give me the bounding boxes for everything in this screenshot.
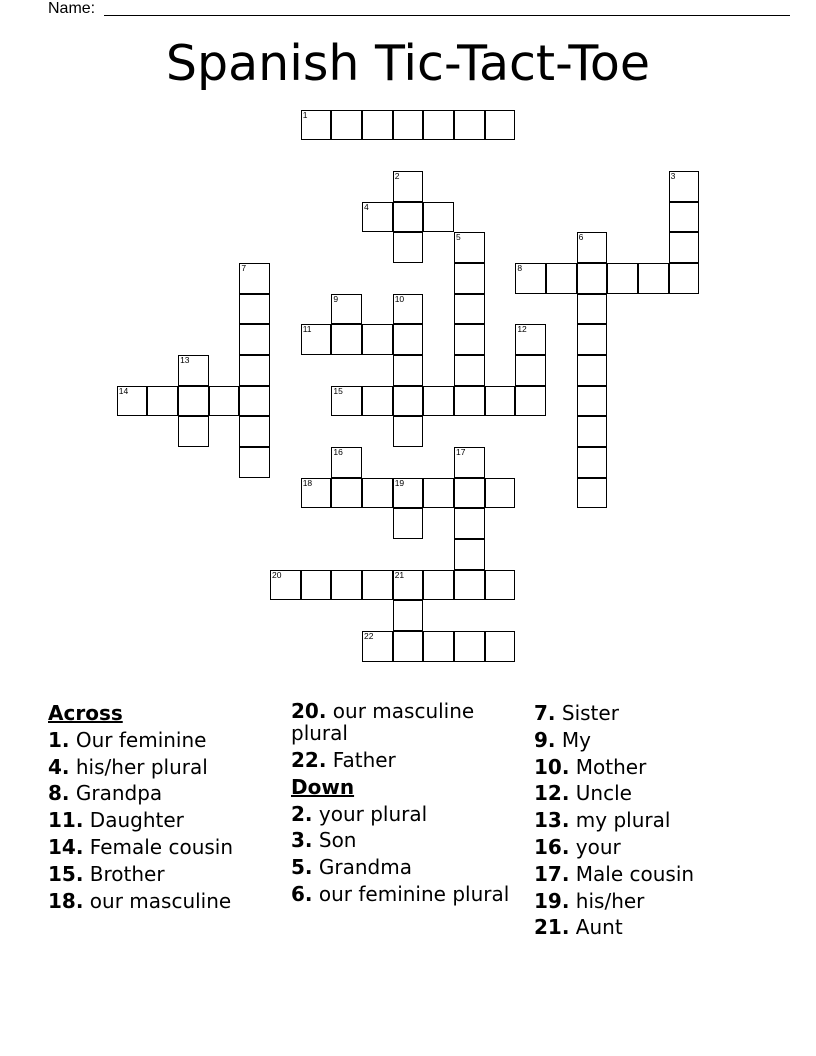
clue-across-4: 4. his/her plural [48,754,208,779]
grid-cell[interactable] [393,294,424,325]
grid-cell[interactable] [423,202,454,233]
grid-cell[interactable] [178,355,209,386]
grid-cell[interactable] [577,263,608,294]
clue-number: 9 [333,293,339,304]
grid-cell[interactable] [485,631,516,662]
grid-cell[interactable] [239,416,270,447]
clue-across-22: 22. Father [291,748,396,772]
grid-cell[interactable] [454,508,485,539]
grid-cell[interactable] [331,110,362,141]
clues-column-1 [48,700,283,914]
clue-number: 3 [670,171,676,182]
grid-cell[interactable] [515,324,546,355]
grid-cell[interactable] [454,478,485,509]
grid-cell[interactable] [423,110,454,141]
grid-cell[interactable] [577,416,608,447]
grid-cell[interactable] [331,386,362,417]
grid-cell[interactable] [362,631,393,662]
clue-across-11: 11. Daughter [48,808,184,833]
grid-cell[interactable] [515,355,546,386]
clue-across-1: 1. Our feminine [48,727,207,752]
grid-cell[interactable] [239,447,270,478]
clue-down-5: 5. Grandma [291,855,412,880]
grid-cell[interactable] [454,232,485,263]
grid-cell[interactable] [638,263,669,294]
grid-cell[interactable] [301,324,332,355]
clues-column-2 [291,700,526,908]
grid-cell[interactable] [454,263,485,294]
clue-number: 20 [272,569,282,580]
name-line [48,0,748,20]
clue-across-8: 8. Grandpa [48,781,163,806]
clue-down-2: 2. your plural [291,801,428,826]
grid-cell[interactable] [147,386,178,417]
grid-cell[interactable] [577,294,608,325]
grid-cell[interactable] [393,416,424,447]
clue-down-16: 16. your [534,834,621,859]
clue-number: 18 [302,477,313,488]
clue-number: 14 [118,385,129,396]
grid-cell[interactable] [393,631,424,662]
grid-cell[interactable] [362,324,393,355]
grid-cell[interactable] [362,110,393,141]
grid-cell[interactable] [577,232,608,263]
grid-cell[interactable] [423,478,454,509]
grid-cell[interactable] [669,263,700,294]
grid-cell[interactable] [331,570,362,601]
grid-cell[interactable] [178,386,209,417]
grid-cell[interactable] [393,171,424,202]
grid-cell[interactable] [393,386,424,417]
grid-cell[interactable] [393,508,424,539]
grid-cell[interactable] [485,570,516,601]
clue-number: 21 [394,569,405,580]
grid-cell[interactable] [331,478,362,509]
grid-cell[interactable] [393,110,424,141]
grid-cell[interactable] [454,631,485,662]
across-header: Across [48,701,123,725]
clue-number: 15 [333,385,343,396]
grid-cell[interactable] [454,447,485,478]
grid-cell[interactable] [515,263,546,294]
clue-down-6: 6. our feminine plural [291,881,510,906]
grid-cell[interactable] [362,386,393,417]
grid-cell[interactable] [393,570,424,601]
clue-down-9: 9. My [534,727,591,752]
name-blank-line [104,15,790,16]
clue-down-12: 12. Uncle [534,781,632,806]
clue-number: 4 [364,201,369,212]
grid-cell[interactable] [515,386,546,417]
clue-across-14: 14. Female cousin [48,834,234,859]
grid-cell[interactable] [577,355,608,386]
grid-cell[interactable] [393,600,424,631]
clue-across-20: 20. our masculine plural [291,699,475,745]
grid-cell[interactable] [239,294,270,325]
grid-cell[interactable] [362,478,393,509]
clue-number: 17 [456,447,466,457]
grid-cell[interactable] [393,478,424,509]
name-label: Name: [48,0,96,17]
down-header: Down [291,774,355,799]
grid-cell[interactable] [546,263,577,294]
clue-down-3: 3. Son [291,828,357,853]
clue-number: 22 [364,630,374,641]
grid-cell[interactable] [485,110,516,141]
grid-cell[interactable] [454,570,485,601]
grid-cell[interactable] [669,171,700,202]
grid-cell[interactable] [454,294,485,325]
grid-cell[interactable] [423,631,454,662]
grid-cell[interactable] [178,416,209,447]
clue-number: 6 [578,232,584,243]
grid-cell[interactable] [577,447,608,478]
grid-cell[interactable] [239,263,270,294]
grid-cell[interactable] [454,539,485,570]
clue-down-19: 19. his/her [534,888,645,913]
grid-cell[interactable] [454,324,485,355]
grid-cell[interactable] [393,232,424,263]
clue-down-21: 21. Aunt [534,915,623,940]
grid-cell[interactable] [393,355,424,386]
grid-cell[interactable] [423,570,454,601]
clue-number: 10 [394,293,405,304]
grid-cell[interactable] [301,478,332,509]
grid-cell[interactable] [331,447,362,478]
clue-number: 11 [302,324,312,335]
clue-down-17: 17. Male cousin [534,861,695,886]
clues-column-3 [534,700,769,941]
clue-number: 19 [394,477,405,488]
grid-cell[interactable] [362,570,393,601]
clue-number: 1 [302,109,308,120]
clue-number: 5 [456,232,461,243]
grid-cell[interactable] [301,110,332,141]
grid-cell[interactable] [239,355,270,386]
grid-cell[interactable] [393,202,424,233]
grid-cell[interactable] [669,202,700,233]
grid-cell[interactable] [331,294,362,325]
grid-cell[interactable] [485,478,516,509]
grid-cell[interactable] [454,110,485,141]
clue-across-15: 15. Brother [48,861,165,886]
grid-cell[interactable] [669,232,700,263]
clue-number: 2 [394,171,400,182]
clue-number: 13 [180,355,190,366]
grid-cell[interactable] [270,570,301,601]
grid-cell[interactable] [485,386,516,417]
clue-number: 12 [517,324,527,335]
clue-down-13: 13. my plural [534,808,671,833]
grid-cell[interactable] [577,386,608,417]
clue-number: 8 [517,263,523,274]
grid-cell[interactable] [117,386,148,417]
grid-cell[interactable] [362,202,393,233]
grid-cell[interactable] [209,386,240,417]
grid-cell[interactable] [577,324,608,355]
grid-cell[interactable] [577,478,608,509]
clue-across-18: 18. our masculine [48,888,232,913]
grid-cell[interactable] [239,324,270,355]
grid-cell[interactable] [423,386,454,417]
grid-cell[interactable] [393,324,424,355]
grid-cell[interactable] [301,570,332,601]
clue-down-10: 10. Mother [534,754,647,779]
clue-down-7: 7. Sister [534,701,619,725]
grid-cell[interactable] [607,263,638,294]
grid-cell[interactable] [331,324,362,355]
clue-number: 16 [333,447,343,457]
grid-cell[interactable] [454,386,485,417]
clue-number: 7 [241,263,247,274]
grid-cell[interactable] [239,386,270,417]
grid-cell[interactable] [454,355,485,386]
page-title: Spanish Tic-Tact-Toe [165,35,651,92]
